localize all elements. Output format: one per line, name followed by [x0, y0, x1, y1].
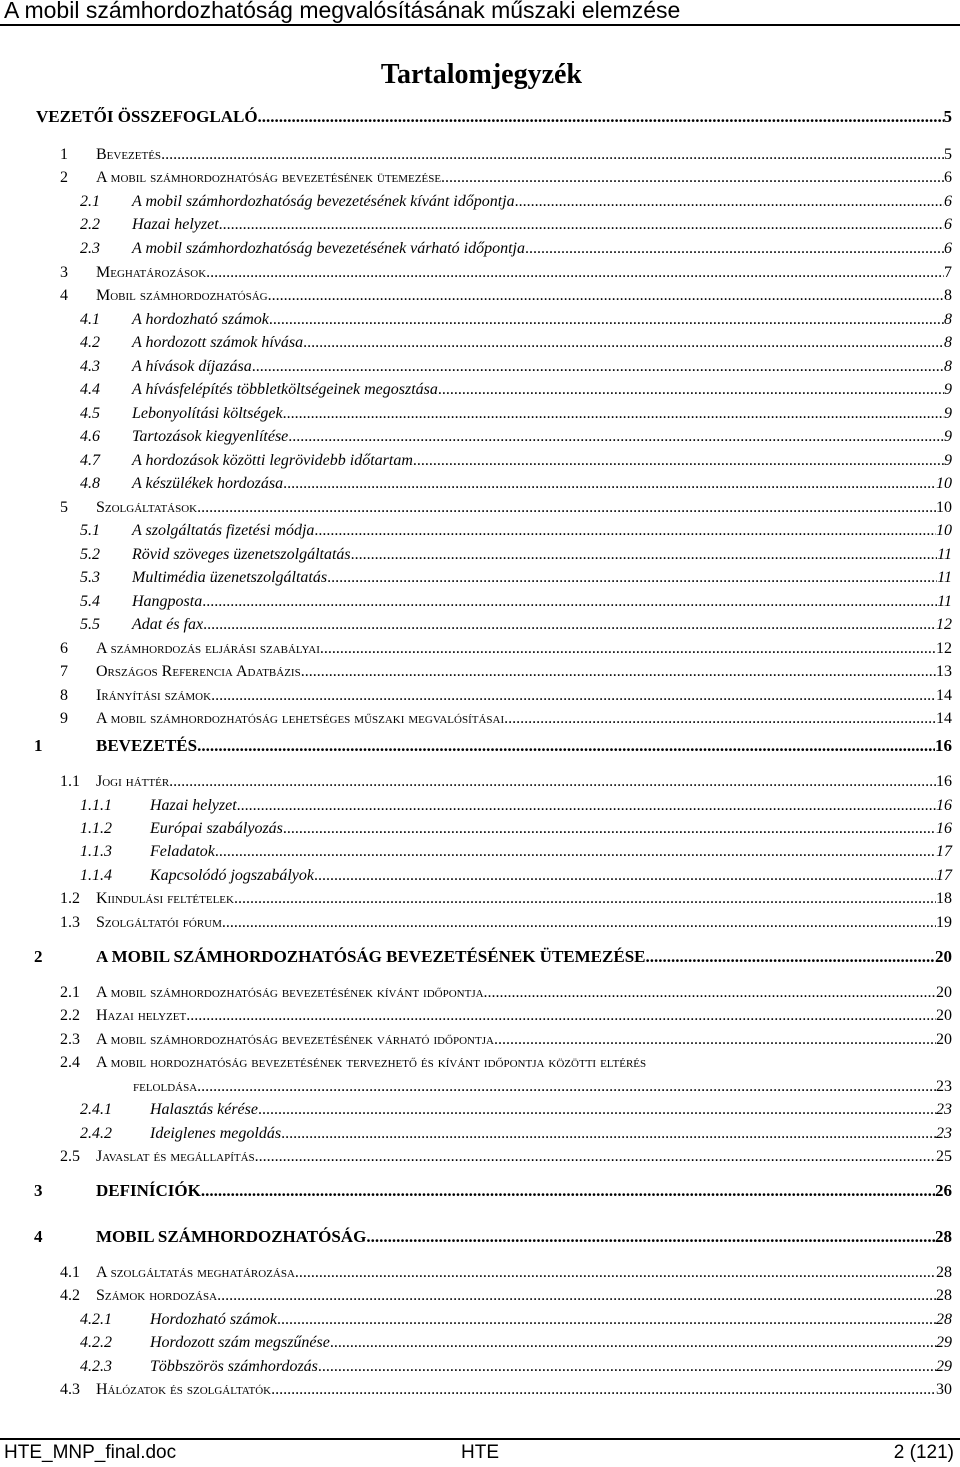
- toc-entry[interactable]: [0, 913, 960, 933]
- toc-entry-title: A készülékek hordozása: [132, 475, 284, 492]
- toc-entry-number: 4.2.1: [80, 1311, 112, 1328]
- toc-entry-number: 2.1: [80, 193, 100, 210]
- toc-entry-title: Jogi háttér: [96, 773, 170, 790]
- toc-leader-dots: [484, 983, 936, 1003]
- toc-entry-page: 8: [944, 311, 952, 328]
- toc-entry-number: 1.1.4: [80, 867, 112, 884]
- toc-entry-title: Rövid szöveges üzenetszolgáltatás: [132, 546, 351, 563]
- toc-entry[interactable]: [0, 310, 960, 330]
- toc-entry-page: 20: [936, 1007, 952, 1024]
- toc-entry[interactable]: [0, 662, 960, 682]
- toc-entry-page: 19: [936, 914, 952, 931]
- toc-entry-number: 1.1.2: [80, 820, 112, 837]
- toc-entry-page: 13: [936, 663, 952, 680]
- toc-entry-number: 4: [60, 287, 68, 304]
- toc-entry-title: Irányítási számok: [96, 687, 212, 704]
- toc-leader-dots: [258, 107, 944, 127]
- toc-entry-title: A hívásfelépítés többletköltségeinek megosztása: [132, 381, 438, 398]
- toc-entry-number: 4.1: [60, 1264, 80, 1281]
- toc-leader-dots: [258, 1100, 936, 1120]
- toc-entry-title: BEVEZETÉS: [96, 736, 198, 755]
- toc-entry[interactable]: [0, 796, 960, 816]
- toc-entry-number: 2.4.2: [80, 1125, 112, 1142]
- toc-entry[interactable]: [0, 1310, 960, 1330]
- toc-entry-page: 29: [936, 1334, 952, 1351]
- toc-leader-dots: [197, 498, 936, 518]
- toc-leader-dots: [351, 545, 938, 565]
- toc-entry-number: 2.2: [60, 1007, 80, 1024]
- toc-entry-page: 28: [935, 1227, 952, 1246]
- toc-entry-page: 5: [943, 107, 952, 126]
- toc-entry-title: Multimédia üzenetszolgáltatás: [132, 569, 328, 586]
- toc-entry-page: 29: [936, 1358, 952, 1375]
- toc-entry-page: 23: [936, 1078, 952, 1095]
- toc-entry-number: 4.1: [80, 311, 100, 328]
- toc-entry[interactable]: [0, 568, 960, 588]
- toc-entry-title: Hazai helyzet: [96, 1007, 187, 1024]
- toc-entry[interactable]: [0, 521, 960, 541]
- toc-entry-title: A mobil számhordozhatóság bevezetésének várható időpontja: [132, 240, 525, 257]
- toc-entry-page: 16: [936, 820, 952, 837]
- toc-leader-dots: [197, 1077, 936, 1097]
- toc-leader-dots: [283, 474, 936, 494]
- toc-entry-page: 8: [944, 358, 952, 375]
- toc-entry[interactable]: [0, 333, 960, 353]
- toc-entry[interactable]: [0, 1053, 960, 1073]
- toc-entry-number: 2.4: [60, 1054, 80, 1071]
- footer-organization: HTE: [461, 1442, 499, 1463]
- footer-page-number: 2 (121): [893, 1442, 954, 1463]
- toc-entry-page: 12: [936, 640, 952, 657]
- toc-leader-dots: [281, 1124, 936, 1144]
- toc-leader-dots: [211, 686, 936, 706]
- toc-leader-dots: [295, 1263, 936, 1283]
- toc-leader-dots: [234, 889, 936, 909]
- toc-entry[interactable]: [0, 947, 960, 967]
- toc-entry-title: Hangposta: [132, 593, 203, 610]
- toc-entry-number: 4: [34, 1227, 43, 1246]
- toc-entry-number: 1.1: [60, 773, 80, 790]
- toc-entry-title: Mobil számhordozhatóság: [96, 287, 268, 304]
- header-title: A mobil számhordozhatóság megvalósításának műszaki elemzése: [4, 0, 681, 23]
- toc-entry[interactable]: [0, 427, 960, 447]
- toc-entry[interactable]: [0, 1286, 960, 1306]
- toc-entry[interactable]: [0, 592, 960, 612]
- toc-leader-dots: [271, 1380, 936, 1400]
- toc-entry-number: 2.3: [60, 1031, 80, 1048]
- toc-entry-title: A mobil hordozhatóság bevezetésének tervezhető és kívánt időpontja közötti eltérés: [96, 1054, 647, 1071]
- toc-entry-number: 4.4: [80, 381, 100, 398]
- toc-entry-continuation[interactable]: [133, 1077, 952, 1097]
- toc-entry-title: A hordozható számok: [132, 311, 269, 328]
- toc-entry-title: DEFINÍCIÓK: [96, 1181, 201, 1200]
- toc-entry-number: 5.2: [80, 546, 100, 563]
- toc-entry-page: 28: [936, 1264, 952, 1281]
- toc-entry-number: 1.3: [60, 914, 80, 931]
- toc-entry-page: 16: [935, 736, 952, 755]
- toc-entry-title: A számhordozás eljárási szabályai: [96, 640, 320, 657]
- toc-entry-number: 2.2: [80, 216, 100, 233]
- document-title: Tartalomjegyzék: [380, 59, 582, 90]
- toc-entry-number: 1.1.1: [80, 797, 112, 814]
- toc-entry-page: 28: [936, 1311, 952, 1328]
- toc-entry[interactable]: [0, 192, 960, 212]
- toc-entry-page: 8: [944, 334, 952, 351]
- toc-entry-title: A mobil számhordozhatóság bevezetésének kívánt időpontja: [96, 984, 484, 1001]
- toc-entry-number: 4.7: [80, 452, 100, 469]
- toc-entry-page: 30: [936, 1381, 952, 1398]
- toc-entry-page: 25: [936, 1148, 952, 1165]
- toc-leader-dots: [646, 947, 936, 967]
- toc-leader-dots: [277, 1310, 936, 1330]
- toc-leader-dots: [222, 913, 936, 933]
- toc-entry-page: 23: [936, 1125, 952, 1142]
- toc-entry-title: Hazai helyzet: [150, 797, 237, 814]
- toc-entry-title: A MOBIL SZÁMHORDOZHATÓSÁG BEVEZETÉSÉNEK ÜTEMEZÉSE: [96, 947, 646, 966]
- toc-leader-dots: [268, 286, 944, 306]
- toc-entry[interactable]: [0, 215, 960, 235]
- toc-entry-title: A szolgáltatás fizetési módja: [132, 522, 315, 539]
- toc-entry-number: 2.3: [80, 240, 100, 257]
- toc-entry-title: Lebonyolítási költségek: [132, 405, 283, 422]
- toc-entry[interactable]: [0, 772, 960, 792]
- toc-leader-dots: [252, 357, 944, 377]
- toc-leader-dots: [413, 451, 944, 471]
- toc-leader-dots: [206, 263, 944, 283]
- toc-entry[interactable]: [0, 545, 960, 565]
- toc-entry[interactable]: [0, 263, 960, 283]
- toc-entry-page: 16: [936, 773, 952, 790]
- toc-entry-number: 4.6: [80, 428, 100, 445]
- toc-leader-dots: [525, 239, 944, 259]
- toc-leader-dots: [203, 615, 936, 635]
- toc-entry[interactable]: [0, 1227, 960, 1247]
- toc-leader-dots: [197, 736, 935, 756]
- toc-entry[interactable]: [0, 709, 960, 729]
- toc-entry-title: Többszörös számhordozás: [150, 1358, 318, 1375]
- toc-leader-dots: [314, 521, 936, 541]
- toc-entry-title: Hálózatok és szolgáltatók: [96, 1381, 272, 1398]
- toc-entry-page: 28: [936, 1287, 952, 1304]
- toc-entry-number: 7: [60, 663, 68, 680]
- toc-entry-number: 2: [34, 947, 43, 966]
- page-footer: [0, 1430, 960, 1467]
- toc-leader-dots: [269, 310, 944, 330]
- toc-leader-dots: [366, 1227, 935, 1247]
- toc-entry-number: 4.2.2: [80, 1334, 112, 1351]
- toc-entry-page: 23: [936, 1101, 952, 1118]
- toc-entry-number: 4.2.3: [80, 1358, 112, 1375]
- toc-entry[interactable]: [0, 474, 960, 494]
- toc-entry[interactable]: [0, 1357, 960, 1377]
- toc-entry-title: Szolgáltatói fórum: [96, 914, 222, 931]
- toc-leader-dots: [318, 1357, 936, 1377]
- toc-entry-number: 1.2: [60, 890, 80, 907]
- toc-leader-dots: [441, 168, 944, 188]
- toc-entry-page: 20: [936, 1031, 952, 1048]
- toc-entry[interactable]: [0, 1100, 960, 1120]
- toc-entry-title: A mobil számhordozhatóság bevezetésének várható időpontja: [96, 1031, 494, 1048]
- toc-entry-number: 1: [60, 146, 68, 163]
- toc-leader-dots: [283, 404, 944, 424]
- toc-entry-page: 9: [944, 405, 952, 422]
- toc-entry-number: 2.4.1: [80, 1101, 112, 1118]
- toc-entry-title: MOBIL SZÁMHORDOZHATÓSÁG: [96, 1227, 367, 1246]
- toc-leader-dots: [330, 1333, 936, 1353]
- toc-entry[interactable]: [0, 145, 960, 165]
- toc-entry-title: Halasztás kérése: [150, 1101, 258, 1118]
- toc-entry[interactable]: [0, 639, 960, 659]
- toc-entry[interactable]: [0, 1030, 960, 1050]
- toc-entry[interactable]: [0, 736, 960, 756]
- toc-entry-number: 4.8: [80, 475, 100, 492]
- toc-entry-title: Kapcsolódó jogszabályok: [150, 867, 314, 884]
- toc-entry-title: Hordozott szám megszűnése: [150, 1334, 330, 1351]
- toc-entry[interactable]: [0, 1333, 960, 1353]
- toc-entry-page: 6: [944, 169, 952, 186]
- toc-entry-title: Javaslat és megállapítás: [96, 1148, 255, 1165]
- toc-entry-title: A hordozott számok hívása: [132, 334, 304, 351]
- toc-entry-page: 6: [944, 193, 952, 210]
- toc-leader-dots: [215, 842, 936, 862]
- toc-entry[interactable]: [0, 404, 960, 424]
- toc-entry[interactable]: [0, 1147, 960, 1167]
- toc-leader-dots: [255, 1147, 936, 1167]
- toc-entry-title: Hazai helyzet: [132, 216, 219, 233]
- toc-entry-title: A szolgáltatás meghatározása: [96, 1264, 295, 1281]
- toc-leader-dots: [288, 427, 944, 447]
- toc-entry-page: 18: [936, 890, 952, 907]
- toc-entry[interactable]: [0, 1181, 960, 1201]
- toc-leader-dots: [201, 1181, 935, 1201]
- toc-entry-title: Meghatározások: [96, 264, 207, 281]
- toc-entry-page: 16: [936, 797, 952, 814]
- toc-entry-number: 4.3: [80, 358, 100, 375]
- toc-entry[interactable]: [0, 889, 960, 909]
- toc-leader-dots: [186, 1006, 936, 1026]
- toc-entry-title: A mobil számhordozhatóság bevezetésének kívánt időpontja: [132, 193, 515, 210]
- toc-entry[interactable]: [0, 380, 960, 400]
- toc-entry-page: 17: [936, 867, 952, 884]
- toc-entry[interactable]: [0, 451, 960, 471]
- toc-entry[interactable]: [0, 983, 960, 1003]
- toc-entry-number: 9: [60, 710, 68, 727]
- toc-entry-page: 17: [936, 843, 952, 860]
- toc-leader-dots: [314, 866, 936, 886]
- toc-entry-title: Adat és fax: [132, 616, 204, 633]
- toc-entry[interactable]: [0, 1006, 960, 1026]
- toc-entry-page: 6: [944, 216, 952, 233]
- toc-leader-dots: [515, 192, 944, 212]
- toc-entry-number: 5.3: [80, 569, 100, 586]
- toc-entry-title: Tartozások kiegyenlítése: [132, 428, 289, 445]
- toc-entry-page: 14: [936, 710, 952, 727]
- toc-entry-page: 10: [936, 522, 952, 539]
- toc-entry[interactable]: [0, 842, 960, 862]
- toc-entry-title: Ideiglenes megoldás: [150, 1125, 282, 1142]
- toc-leader-dots: [161, 145, 944, 165]
- toc-entry-title: Feladatok: [150, 843, 215, 860]
- toc-leader-dots: [219, 215, 944, 235]
- toc-entry-number: 1: [34, 736, 43, 755]
- toc-entry-page: 8: [944, 287, 952, 304]
- toc-entry[interactable]: [0, 1380, 960, 1400]
- toc-entry[interactable]: [0, 615, 960, 635]
- toc-entry[interactable]: [0, 1263, 960, 1283]
- toc-entry-title: Számok hordozása: [96, 1287, 218, 1304]
- toc-entry[interactable]: [0, 286, 960, 306]
- toc-entry-title: A mobil számhordozhatóság bevezetésének ütemezése: [96, 169, 442, 186]
- toc-entry-page: 14: [936, 687, 952, 704]
- toc-entry-number: 5.4: [80, 593, 100, 610]
- footer-rule: [0, 1438, 960, 1440]
- toc-entry-title: A hordozások közötti legrövidebb időtartam: [132, 452, 413, 469]
- toc-entry-title: Országos Referencia Adatbázis: [96, 663, 301, 680]
- toc-entry-number: 8: [60, 687, 68, 704]
- toc-entry-number: 5: [60, 499, 68, 516]
- toc-entry-page: 9: [944, 428, 952, 445]
- toc-entry-page: 9: [944, 452, 952, 469]
- toc-entry[interactable]: [0, 1124, 960, 1144]
- toc-leader-dots: [327, 568, 937, 588]
- toc-entry[interactable]: [0, 239, 960, 259]
- toc-entry-number: 3: [60, 264, 68, 281]
- toc-entry-number: 4.2: [60, 1287, 80, 1304]
- toc-entry[interactable]: [0, 498, 960, 518]
- toc-entry[interactable]: [0, 168, 960, 188]
- toc-entry-title: feloldása: [133, 1078, 198, 1095]
- toc-entry-title: Európai szabályozás: [150, 820, 283, 837]
- toc-leader-dots: [320, 639, 936, 659]
- toc-entry-page: 12: [936, 616, 952, 633]
- toc-entry-page: 20: [936, 984, 952, 1001]
- toc-leader-dots: [169, 772, 936, 792]
- toc-entry-number: 3: [34, 1181, 43, 1200]
- toc-entry[interactable]: [0, 107, 960, 127]
- toc-entry-title: Kiindulási feltételek: [96, 890, 234, 907]
- toc-entry-title: Bevezetés: [96, 146, 162, 163]
- toc-entry-title: Hordozható számok: [150, 1311, 277, 1328]
- toc-entry-page: 26: [935, 1181, 952, 1200]
- toc-entry-page: 6: [944, 240, 952, 257]
- toc-entry-number: 4.3: [60, 1381, 80, 1398]
- toc-entry-number: 2.1: [60, 984, 80, 1001]
- toc-entry-page: 11: [937, 569, 952, 586]
- toc-entry[interactable]: [0, 819, 960, 839]
- toc-entry-title: A hívások díjazása: [132, 358, 252, 375]
- toc-entry-page: 20: [935, 947, 952, 966]
- toc-entry-number: 4.2: [80, 334, 100, 351]
- toc-leader-dots: [202, 592, 937, 612]
- toc-entry-title: A mobil számhordozhatóság lehetséges műszaki megvalósításai: [96, 710, 505, 727]
- toc-entry-title: VEZETŐI ÖSSZEFOGLALÓ: [36, 107, 258, 126]
- toc-leader-dots: [301, 662, 936, 682]
- toc-leader-dots: [303, 333, 944, 353]
- toc-entry[interactable]: [0, 866, 960, 886]
- toc-entry-page: 9: [944, 381, 952, 398]
- toc-entry-number: 5.5: [80, 616, 100, 633]
- toc-entry-page: 10: [936, 475, 952, 492]
- toc-entry-number: 2.5: [60, 1148, 80, 1165]
- toc-entry-number: 6: [60, 640, 68, 657]
- toc-entry-number: 4.5: [80, 405, 100, 422]
- toc-entry-page: 11: [937, 593, 952, 610]
- toc-entry[interactable]: [0, 686, 960, 706]
- toc-entry-number: 1.1.3: [80, 843, 112, 860]
- toc-entry-title: Szolgáltatások: [96, 499, 198, 516]
- toc-entry-number: 2: [60, 169, 68, 186]
- toc-entry-page: 5: [944, 146, 952, 163]
- toc-entry-page: 10: [936, 499, 952, 516]
- toc-leader-dots: [283, 819, 936, 839]
- footer-filename: HTE_MNP_final.doc: [4, 1442, 177, 1463]
- toc-leader-dots: [237, 796, 936, 816]
- toc-leader-dots: [504, 709, 936, 729]
- toc-leader-dots: [438, 380, 944, 400]
- toc-entry-page: 7: [944, 264, 952, 281]
- toc-entry-page: 11: [937, 546, 952, 563]
- toc-leader-dots: [217, 1286, 936, 1306]
- toc-leader-dots: [494, 1030, 936, 1050]
- toc-entry[interactable]: [0, 357, 960, 377]
- toc-entry-number: 5.1: [80, 522, 100, 539]
